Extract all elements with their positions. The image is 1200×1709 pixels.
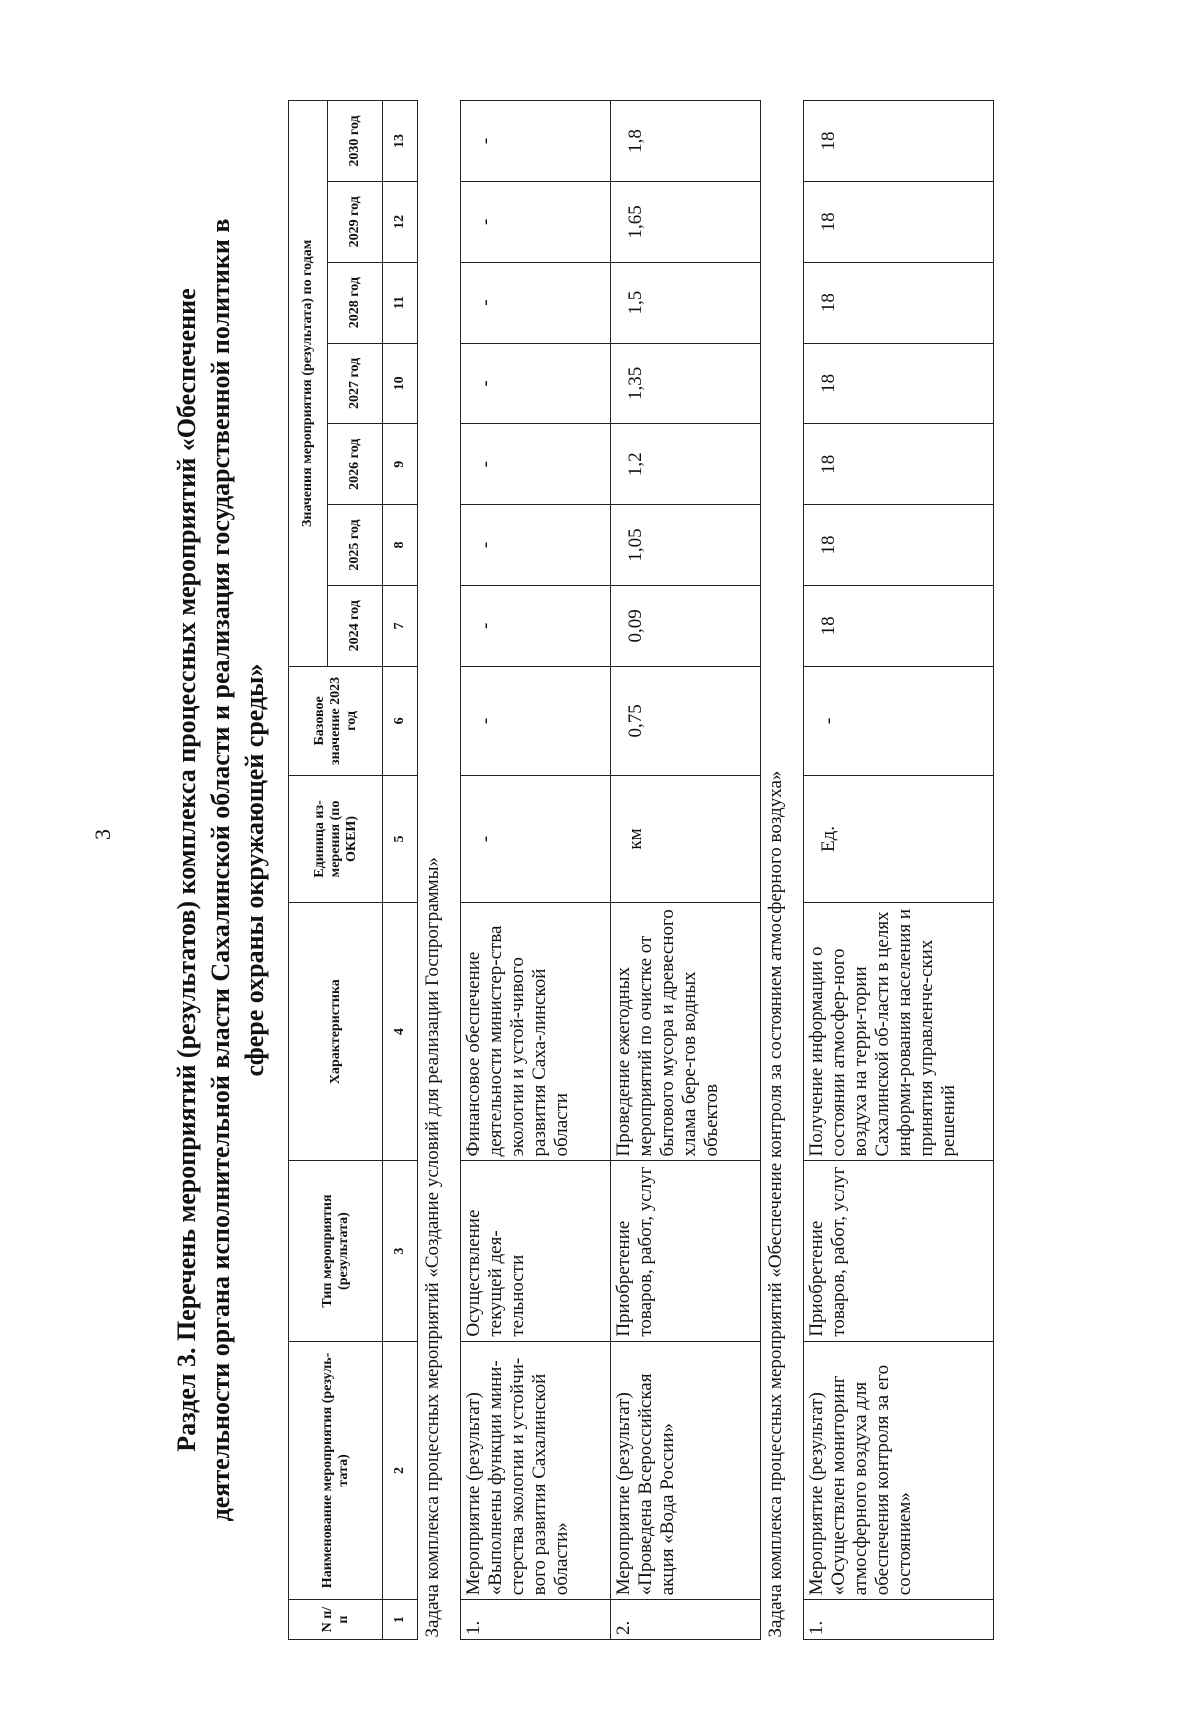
header-year: 2030 год (328, 101, 383, 182)
row-value-2025: 1,05 (611, 505, 761, 586)
table-row (804, 101, 994, 1640)
column-number: 13 (383, 101, 418, 182)
row-value-2030: 18 (804, 101, 994, 182)
row-type: Осуществление текущей дея-тельности (461, 1161, 611, 1341)
column-number: 11 (383, 262, 418, 343)
column-number: 6 (383, 666, 418, 775)
column-number: 3 (383, 1161, 418, 1341)
column-number: 2 (383, 1341, 418, 1600)
measures-table (288, 100, 994, 1640)
row-value-2026: 18 (804, 424, 994, 505)
column-number: 8 (383, 505, 418, 586)
header-year: 2029 год (328, 181, 383, 262)
page-number: 3 (90, 829, 115, 840)
row-characteristic: Получение информации о состоянии атмосфер-ного воздуха на терри-тории Сахалинской об-ласти в целях информи-рования населения и принятия управленче-ских решений (804, 902, 994, 1161)
row-num: 1. (804, 1600, 994, 1640)
row-unit: - (461, 776, 611, 903)
rotated-content (170, 100, 1090, 1640)
header-year: 2027 год (328, 343, 383, 424)
task-row (761, 101, 804, 1640)
row-value-2027: 1,35 (611, 343, 761, 424)
row-characteristic: Финансовое обеспечение деятельности министер-ства экологии и устой-чивого развития Саха-линской области (461, 902, 611, 1161)
header-values-group: Значения мероприятия (результата) по годам (289, 101, 328, 667)
column-number: 12 (383, 181, 418, 262)
row-base-value: - (461, 666, 611, 775)
header-characteristic: Характеристика (289, 902, 383, 1161)
header-type: Тип мероприятия (результата) (289, 1161, 383, 1341)
row-value-2028: - (461, 262, 611, 343)
task-row (418, 101, 461, 1640)
column-number: 1 (383, 1600, 418, 1640)
row-name: Мероприятие (результат) «Проведена Всероссийская акция «Вода России» (611, 1341, 761, 1600)
row-value-2027: - (461, 343, 611, 424)
header-year: 2028 год (328, 262, 383, 343)
table-row (461, 101, 611, 1640)
column-number: 4 (383, 902, 418, 1161)
row-value-2029: 18 (804, 181, 994, 262)
row-base-value: 0,75 (611, 666, 761, 775)
header-name: Наименование мероприятия (резуль-тата) (289, 1341, 383, 1600)
row-num: 1. (461, 1600, 611, 1640)
row-unit: км (611, 776, 761, 903)
header-row-1 (289, 101, 328, 1640)
row-value-2024: 18 (804, 585, 994, 666)
row-name: Мероприятие (результат) «Осуществлен мониторинг атмосферного воздуха для обеспечения контроля за его состоянием» (804, 1341, 994, 1600)
row-value-2024: 0,09 (611, 585, 761, 666)
row-value-2026: 1,2 (611, 424, 761, 505)
header-year: 2026 год (328, 424, 383, 505)
row-value-2028: 18 (804, 262, 994, 343)
row-value-2025: - (461, 505, 611, 586)
row-characteristic: Проведение ежегодных мероприятий по очистке от бытового мусора и древесного хлама бере-гов водных объектов (611, 902, 761, 1161)
row-value-2030: - (461, 101, 611, 182)
title-line-2: деятельности органа исполнительной власти Сахалинской области и реализация государственной политики в (206, 218, 235, 1522)
row-name: Мероприятие (результат) «Выполнены функции мини-стерства экологии и устойчи-вого развития Сахалинской области» (461, 1341, 611, 1600)
header-year: 2025 год (328, 505, 383, 586)
row-value-2029: 1,65 (611, 181, 761, 262)
section-title (170, 100, 272, 1640)
header-year: 2024 год (328, 585, 383, 666)
row-value-2026: - (461, 424, 611, 505)
column-number: 7 (383, 585, 418, 666)
column-number: 5 (383, 776, 418, 903)
header-num: N п/п (289, 1600, 383, 1640)
column-number-row (383, 101, 418, 1640)
row-value-2027: 18 (804, 343, 994, 424)
row-value-2025: 18 (804, 505, 994, 586)
row-type: Приобретение товаров, работ, услуг (804, 1161, 994, 1341)
row-value-2029: - (461, 181, 611, 262)
row-num: 2. (611, 1600, 761, 1640)
row-value-2024: - (461, 585, 611, 666)
task-heading-1: Задача комплекса процессных мероприятий «Создание условий для реализации Госпрограммы» (418, 101, 461, 1640)
row-value-2030: 1,8 (611, 101, 761, 182)
row-value-2028: 1,5 (611, 262, 761, 343)
title-line-3: сфере охраны окружающей среды» (240, 663, 269, 1077)
table-row (611, 101, 761, 1640)
task-heading-2: Задача комплекса процессных мероприятий «Обеспечение контроля за состоянием атмосферного воздуха» (761, 101, 804, 1640)
header-unit: Единица из-мерения (по ОКЕИ) (289, 776, 383, 903)
header-base-value: Базовое значение 2023 год (289, 666, 383, 775)
column-number: 10 (383, 343, 418, 424)
row-type: Приобретение товаров, работ, услуг (611, 1161, 761, 1341)
column-number: 9 (383, 424, 418, 505)
row-unit: Ед. (804, 776, 994, 903)
title-line-1: Раздел 3. Перечень мероприятий (результатов) комплекса процессных мероприятий «Обеспечение (172, 288, 201, 1452)
row-base-value: - (804, 666, 994, 775)
